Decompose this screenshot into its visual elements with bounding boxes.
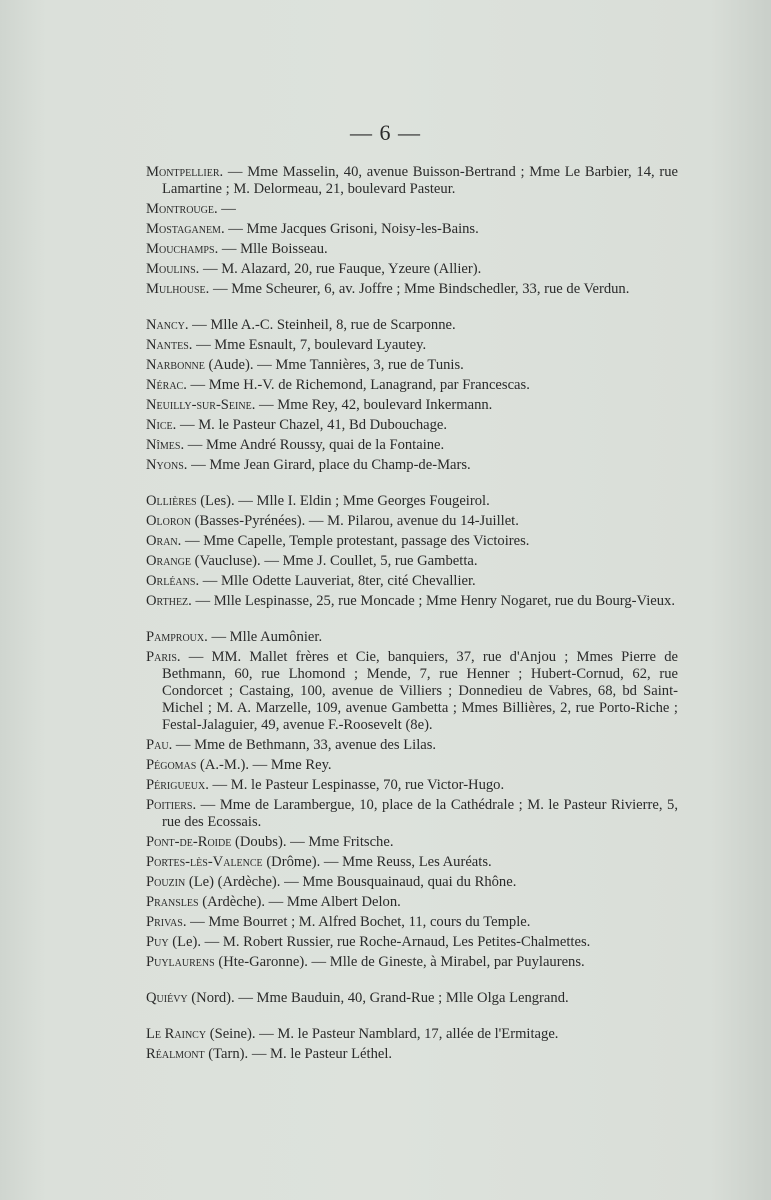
directory-entry: [146, 457, 678, 474]
directory-entry: [146, 649, 678, 734]
entry-details: . — Mme Scheurer, 6, av. Joffre ; Mme Bindschedler, 33, rue de Verdun.: [205, 281, 630, 297]
city-name: Le Raincy: [146, 1026, 207, 1042]
entry-details: . — Mlle Aumônier.: [204, 629, 323, 645]
city-name: Mouchamps: [146, 241, 215, 257]
city-name: Pouzin: [146, 874, 186, 890]
city-name: Mulhouse: [146, 281, 206, 297]
group-spacer: [146, 477, 678, 493]
directory-entry: [146, 1046, 678, 1063]
entry-details: (Nord). — Mme Bauduin, 40, Grand-Rue ; Mlle Olga Lengrand.: [187, 990, 569, 1006]
letter-group: [146, 493, 678, 610]
entry-details: . — Mlle Lespinasse, 25, rue Moncade ; Mme Henry Nogaret, rue du Bourg-Vieux.: [188, 593, 675, 609]
letter-group: [146, 629, 678, 971]
city-name: Privas: [146, 914, 183, 930]
city-name: Mostaganem: [146, 221, 221, 237]
directory-entry: [146, 894, 678, 911]
directory-entry: [146, 593, 678, 610]
entry-details: (Vaucluse). — Mme J. Coullet, 5, rue Gambetta.: [190, 553, 478, 569]
city-name: Puy: [146, 934, 169, 950]
entry-details: (Le) (Ardèche). — Mme Bousquainaud, quai du Rhône.: [185, 874, 517, 890]
city-name: Réalmont: [146, 1046, 205, 1062]
city-name: Narbonne: [146, 357, 205, 373]
city-name: Oloron: [146, 513, 191, 529]
entry-details: . — Mme de Bethmann, 33, avenue des Lilas.: [168, 737, 437, 753]
directory-entry: [146, 377, 678, 394]
directory-entry: [146, 834, 678, 851]
city-name: Poitiers: [146, 797, 193, 813]
entry-details: (A.-M.). — Mme Rey.: [196, 757, 332, 773]
directory-entry: [146, 777, 678, 794]
directory-entry: [146, 221, 678, 238]
directory-entry: [146, 954, 678, 971]
directory-entry: [146, 797, 678, 831]
directory-entry: [146, 437, 678, 454]
city-name: Orange: [146, 553, 191, 569]
group-spacer: [146, 613, 678, 629]
directory-entry: [146, 854, 678, 871]
directory-entry: [146, 397, 678, 414]
entry-details: . — M. le Pasteur Chazel, 41, Bd Dubouchage.: [172, 417, 448, 433]
entry-details: . — Mme Masselin, 40, avenue Buisson-Bertrand ; Mme Le Barbier, 14, rue Lamartine ; M. Delormeau, 21, boulevard Pasteur.: [162, 164, 678, 197]
entry-details: . — Mlle A.-C. Steinheil, 8, rue de Scarponne.: [184, 317, 456, 333]
city-name: Montpellier: [146, 164, 220, 180]
city-name: Puylaurens: [146, 954, 215, 970]
directory-entry: [146, 757, 678, 774]
directory-entry: [146, 737, 678, 754]
directory-entry: [146, 990, 678, 1007]
entry-details: . — Mme Rey, 42, boulevard Inkermann.: [251, 397, 493, 413]
directory-entry: [146, 1026, 678, 1043]
city-name: Moulins: [146, 261, 196, 277]
entry-details: . — Mme H.-V. de Richemond, Lanagrand, par Francescas.: [183, 377, 530, 393]
city-name: Montrouge: [146, 201, 214, 217]
city-name: Pransles: [146, 894, 199, 910]
directory-entry: [146, 317, 678, 334]
city-name: Pamproux: [146, 629, 205, 645]
city-name: Nice: [146, 417, 173, 433]
entry-details: (Aude). — Mme Tannières, 3, rue de Tunis.: [204, 357, 464, 373]
letter-group: [146, 164, 678, 298]
city-name: Quiévy: [146, 990, 188, 1006]
entry-details: (Seine). — M. le Pasteur Namblard, 17, allée de l'Ermitage.: [206, 1026, 559, 1042]
city-name: Paris: [146, 649, 177, 665]
directory-entry: [146, 874, 678, 891]
city-name: Oran: [146, 533, 178, 549]
group-spacer: [146, 974, 678, 990]
entry-details: . — Mlle Odette Lauveriat, 8ter, cité Chevallier.: [195, 573, 476, 589]
directory-entry: [146, 553, 678, 570]
city-name: Orléans: [146, 573, 196, 589]
letter-group: [146, 990, 678, 1007]
city-name: Nancy: [146, 317, 185, 333]
directory-entry: [146, 629, 678, 646]
city-name: Nîmes: [146, 437, 181, 453]
city-name: Ollières: [146, 493, 197, 509]
directory-entry: [146, 281, 678, 298]
entry-details: (Doubs). — Mme Fritsche.: [231, 834, 394, 850]
entry-details: (Ardèche). — Mme Albert Delon.: [198, 894, 401, 910]
directory-entry: [146, 241, 678, 258]
directory-entry: [146, 493, 678, 510]
directory-entry: [146, 261, 678, 278]
entry-details: . — Mme de Larambergue, 10, place de la Cathédrale ; M. le Pasteur Rivierre, 5, rue des Ecossais.: [162, 797, 678, 830]
entry-details: . — Mme Capelle, Temple protestant, passage des Victoires.: [177, 533, 530, 549]
entry-details: (Hte-Garonne). — Mlle de Gineste, à Mirabel, par Puylaurens.: [214, 954, 585, 970]
directory-entry: [146, 417, 678, 434]
entry-details: . — Mme Jean Girard, place du Champ-de-Mars.: [183, 457, 471, 473]
city-name: Portes-lès-Valence: [146, 854, 263, 870]
entry-details: . — Mme Esnault, 7, boulevard Lyautey.: [188, 337, 427, 353]
directory-entry: [146, 164, 678, 198]
directory-entry: [146, 513, 678, 530]
directory-entry: [146, 533, 678, 550]
entry-details: (Basses-Pyrénées). — M. Pilarou, avenue du 14-Juillet.: [190, 513, 519, 529]
directory-entry: [146, 337, 678, 354]
entry-details: . —: [213, 201, 236, 217]
city-name: Pau: [146, 737, 169, 753]
entry-details: . — M. Alazard, 20, rue Fauque, Yzeure (Allier).: [195, 261, 482, 277]
directory-entry: [146, 573, 678, 590]
directory-list: [146, 164, 678, 1066]
city-name: Nérac: [146, 377, 184, 393]
entry-details: (Les). — Mlle I. Eldin ; Mme Georges Fougeirol.: [196, 493, 490, 509]
directory-entry: [146, 201, 678, 218]
city-name: Nantes: [146, 337, 189, 353]
group-spacer: [146, 301, 678, 317]
group-spacer: [146, 1010, 678, 1026]
city-name: Pont-de-Roide: [146, 834, 232, 850]
entry-details: . — Mme André Roussy, quai de la Fontaine.: [180, 437, 445, 453]
directory-entry: [146, 357, 678, 374]
city-name: Pégomas: [146, 757, 197, 773]
entry-details: . — Mme Bourret ; M. Alfred Bochet, 11, cours du Temple.: [182, 914, 531, 930]
directory-entry: [146, 914, 678, 931]
letter-group: [146, 1026, 678, 1063]
city-name: Neuilly-sur-Seine: [146, 397, 252, 413]
entry-details: (Tarn). — M. le Pasteur Léthel.: [204, 1046, 393, 1062]
city-name: Périgueux: [146, 777, 206, 793]
entry-details: (Drôme). — Mme Reuss, Les Auréats.: [262, 854, 492, 870]
city-name: Orthez: [146, 593, 189, 609]
city-name: Nyons: [146, 457, 184, 473]
letter-group: [146, 317, 678, 474]
entry-details: . — M. le Pasteur Lespinasse, 70, rue Victor-Hugo.: [205, 777, 505, 793]
entry-details: . — MM. Mallet frères et Cie, banquiers, 37, rue d'Anjou ; Mmes Pierre de Bethmann, 60, rue Lhomond ; Mende, 7, rue Henner ; Hubert-Cornud, 62, rue Condorcet ; Castaing, 100, avenue de Villiers ; Donnedieu de Vabres, 68, bd Saint-Michel ; M. A. Marzelle, 109, avenue Gambetta ; Mmes Billières, 2, rue Porto-Riche ; Festal-Jalaguier, 49, avenue F.-Roosevelt (8e).: [162, 649, 678, 733]
page-number: — 6 —: [350, 120, 421, 145]
directory-entry: [146, 934, 678, 951]
entry-details: . — Mme Jacques Grisoni, Noisy-les-Bains.: [220, 221, 479, 237]
entry-details: . — Mlle Boisseau.: [214, 241, 328, 257]
entry-details: (Le). — M. Robert Russier, rue Roche-Arnaud, Les Petites-Chalmettes.: [168, 934, 591, 950]
